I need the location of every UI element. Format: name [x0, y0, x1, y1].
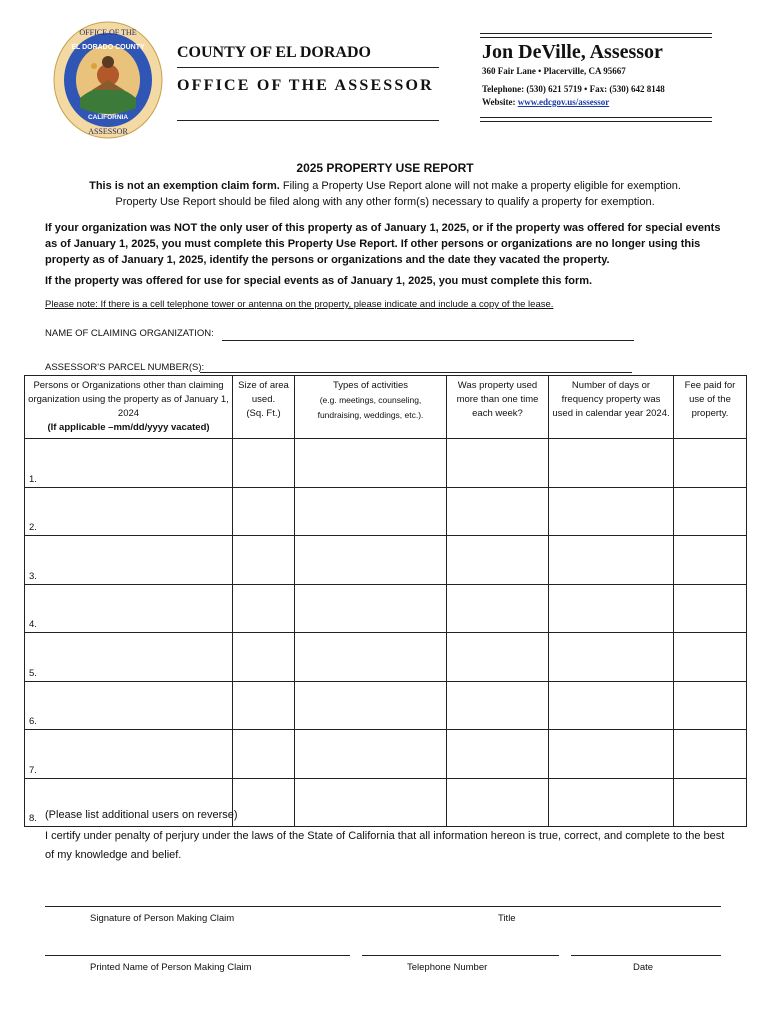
table-cell[interactable] — [295, 681, 447, 730]
table-cell[interactable] — [295, 633, 447, 682]
header-weekly-use: Was property used more than one time each week? — [447, 376, 549, 439]
table-cell[interactable] — [447, 633, 549, 682]
header-divider — [480, 117, 712, 118]
table-cell[interactable] — [447, 778, 549, 827]
table-row — [25, 730, 747, 779]
row-number-cell[interactable]: 1. — [25, 439, 233, 488]
header-divider — [480, 121, 712, 122]
claiming-organization-field — [45, 328, 214, 339]
table-row — [25, 584, 747, 633]
header-activities: Types of activities (e.g. meetings, counseling, fundraising, weddings, etc.). — [295, 376, 447, 439]
intro-line-1 — [0, 180, 770, 192]
table-row — [25, 439, 747, 488]
table-cell[interactable] — [233, 439, 295, 488]
header-frequency: Number of days or frequency property was used in calendar year 2024. — [549, 376, 674, 439]
office-address: 360 Fair Lane • Placerville, CA 95667 — [482, 66, 626, 76]
table-cell[interactable] — [549, 681, 674, 730]
assessor-name: Jon DeVille, Assessor — [482, 41, 663, 63]
table-cell[interactable] — [233, 633, 295, 682]
table-header-row — [25, 376, 747, 439]
date-line[interactable] — [571, 955, 721, 956]
office-website — [482, 97, 609, 107]
row-number-cell[interactable]: 8. — [25, 778, 233, 827]
website-link[interactable]: www.edcgov.us/assessor — [517, 97, 610, 107]
table-cell[interactable] — [674, 439, 747, 488]
special-events-paragraph: If the property was offered for use for special events as of January 1, 2025, you must complete this form. — [45, 275, 593, 287]
table-row — [25, 487, 747, 536]
table-cell[interactable] — [295, 730, 447, 779]
parcel-number-field — [45, 362, 204, 373]
table-cell[interactable] — [447, 681, 549, 730]
header-size: Size of area used. (Sq. Ft.) — [233, 376, 295, 439]
table-cell[interactable] — [674, 681, 747, 730]
table-cell[interactable] — [295, 487, 447, 536]
row-number-cell[interactable]: 4. — [25, 584, 233, 633]
table-row — [25, 536, 747, 585]
table-cell[interactable] — [549, 584, 674, 633]
table-row — [25, 633, 747, 682]
instructions-paragraph: If your organization was NOT the only user of this property as of January 1, 2025, or if the property was offered for special events as of January 1, 2025, you must complete this Property Use Report. If other persons or organizations are no longer using this property as of January 1, 2025, identify the persons or organizations and the date they vacated the property. — [45, 222, 721, 266]
seal-bottom-text: ASSESSOR — [88, 127, 128, 136]
table-cell[interactable] — [447, 487, 549, 536]
table-cell[interactable] — [674, 536, 747, 585]
table-cell[interactable] — [674, 730, 747, 779]
table-cell[interactable] — [295, 584, 447, 633]
header-divider — [480, 37, 712, 38]
table-cell[interactable] — [233, 584, 295, 633]
row-number-cell[interactable]: 3. — [25, 536, 233, 585]
form-title: 2025 PROPERTY USE REPORT — [296, 161, 474, 175]
table-cell[interactable] — [549, 487, 674, 536]
table-cell[interactable] — [233, 487, 295, 536]
intro-bold: This is not an exemption claim form. — [89, 180, 280, 192]
telephone-line[interactable] — [362, 955, 559, 956]
table-cell[interactable] — [295, 536, 447, 585]
table-cell[interactable] — [674, 633, 747, 682]
table-cell[interactable] — [447, 536, 549, 585]
header-fee: Fee paid for use of the property. — [674, 376, 747, 439]
telephone-label: Telephone Number — [407, 962, 488, 973]
header-divider — [177, 67, 439, 68]
row-number-cell[interactable]: 6. — [25, 681, 233, 730]
table-cell[interactable] — [447, 584, 549, 633]
office-phone: Telephone: (530) 621 5719 • Fax: (530) 642 8148 — [482, 84, 665, 94]
table-cell[interactable] — [549, 536, 674, 585]
office-name: OFFICE OF THE ASSESSOR — [177, 77, 434, 94]
parcel-number-label: ASSESSOR'S PARCEL NUMBER(S): — [45, 362, 205, 373]
row-number-cell[interactable]: 5. — [25, 633, 233, 682]
signature-line[interactable] — [45, 906, 721, 907]
cell-tower-note: Please note: If there is a cell telephone tower or antenna on the property, please indicate and include a copy of the lease. — [45, 299, 554, 310]
date-label: Date — [633, 962, 654, 973]
claiming-organization-input[interactable] — [222, 340, 634, 341]
table-cell[interactable] — [447, 439, 549, 488]
header-divider — [480, 33, 712, 34]
reverse-note: (Please list additional users on reverse) — [45, 809, 238, 821]
printed-name-label: Printed Name of Person Making Claim — [90, 962, 252, 973]
signature-label: Signature of Person Making Claim — [90, 913, 235, 924]
table-cell[interactable] — [674, 584, 747, 633]
row-number-cell[interactable]: 7. — [25, 730, 233, 779]
claiming-organization-label: NAME OF CLAIMING ORGANIZATION: — [45, 328, 214, 339]
table-cell[interactable] — [549, 730, 674, 779]
intro-rest: Filing a Property Use Report alone will not make a property eligible for exemption. — [279, 180, 681, 192]
header-persons: Persons or Organizations other than claiming organization using the property as of January 1, 2024 (If applicable –mm/dd/yyyy vacated) — [25, 376, 233, 439]
seal-top-text: OFFICE OF THE — [79, 28, 137, 37]
seal-inner-bottom-text: CALIFORNIA — [87, 114, 129, 121]
table-cell[interactable] — [549, 633, 674, 682]
table-cell[interactable] — [233, 778, 295, 827]
table-cell[interactable] — [233, 681, 295, 730]
header-divider — [177, 120, 439, 121]
printed-name-line[interactable] — [45, 955, 350, 956]
table-cell[interactable] — [295, 778, 447, 827]
table-row — [25, 681, 747, 730]
county-name: COUNTY OF EL DORADO — [177, 44, 371, 61]
website-label: Website: — [482, 97, 518, 107]
table-cell[interactable] — [549, 439, 674, 488]
table-cell[interactable] — [233, 536, 295, 585]
table-cell[interactable] — [233, 730, 295, 779]
seal-inner-top-text: EL DORADO COUNTY — [71, 44, 145, 51]
intro-line-2: Property Use Report should be filed along with any other form(s) necessary to qualify a property for exemption. — [115, 196, 655, 208]
table-cell[interactable] — [674, 778, 747, 827]
title-label: Title — [498, 913, 516, 924]
county-seal-logo — [52, 20, 164, 140]
table-cell[interactable] — [549, 778, 674, 827]
table-cell[interactable] — [674, 487, 747, 536]
row-number-cell[interactable]: 2. — [25, 487, 233, 536]
table-cell[interactable] — [447, 730, 549, 779]
table-cell[interactable] — [295, 439, 447, 488]
parcel-number-input[interactable] — [200, 372, 632, 373]
property-users-table — [24, 375, 747, 827]
certification-statement: I certify under penalty of perjury under the laws of the State of California that all information hereon is true, correct, and complete to the best of my knowledge and belief. — [45, 830, 725, 861]
